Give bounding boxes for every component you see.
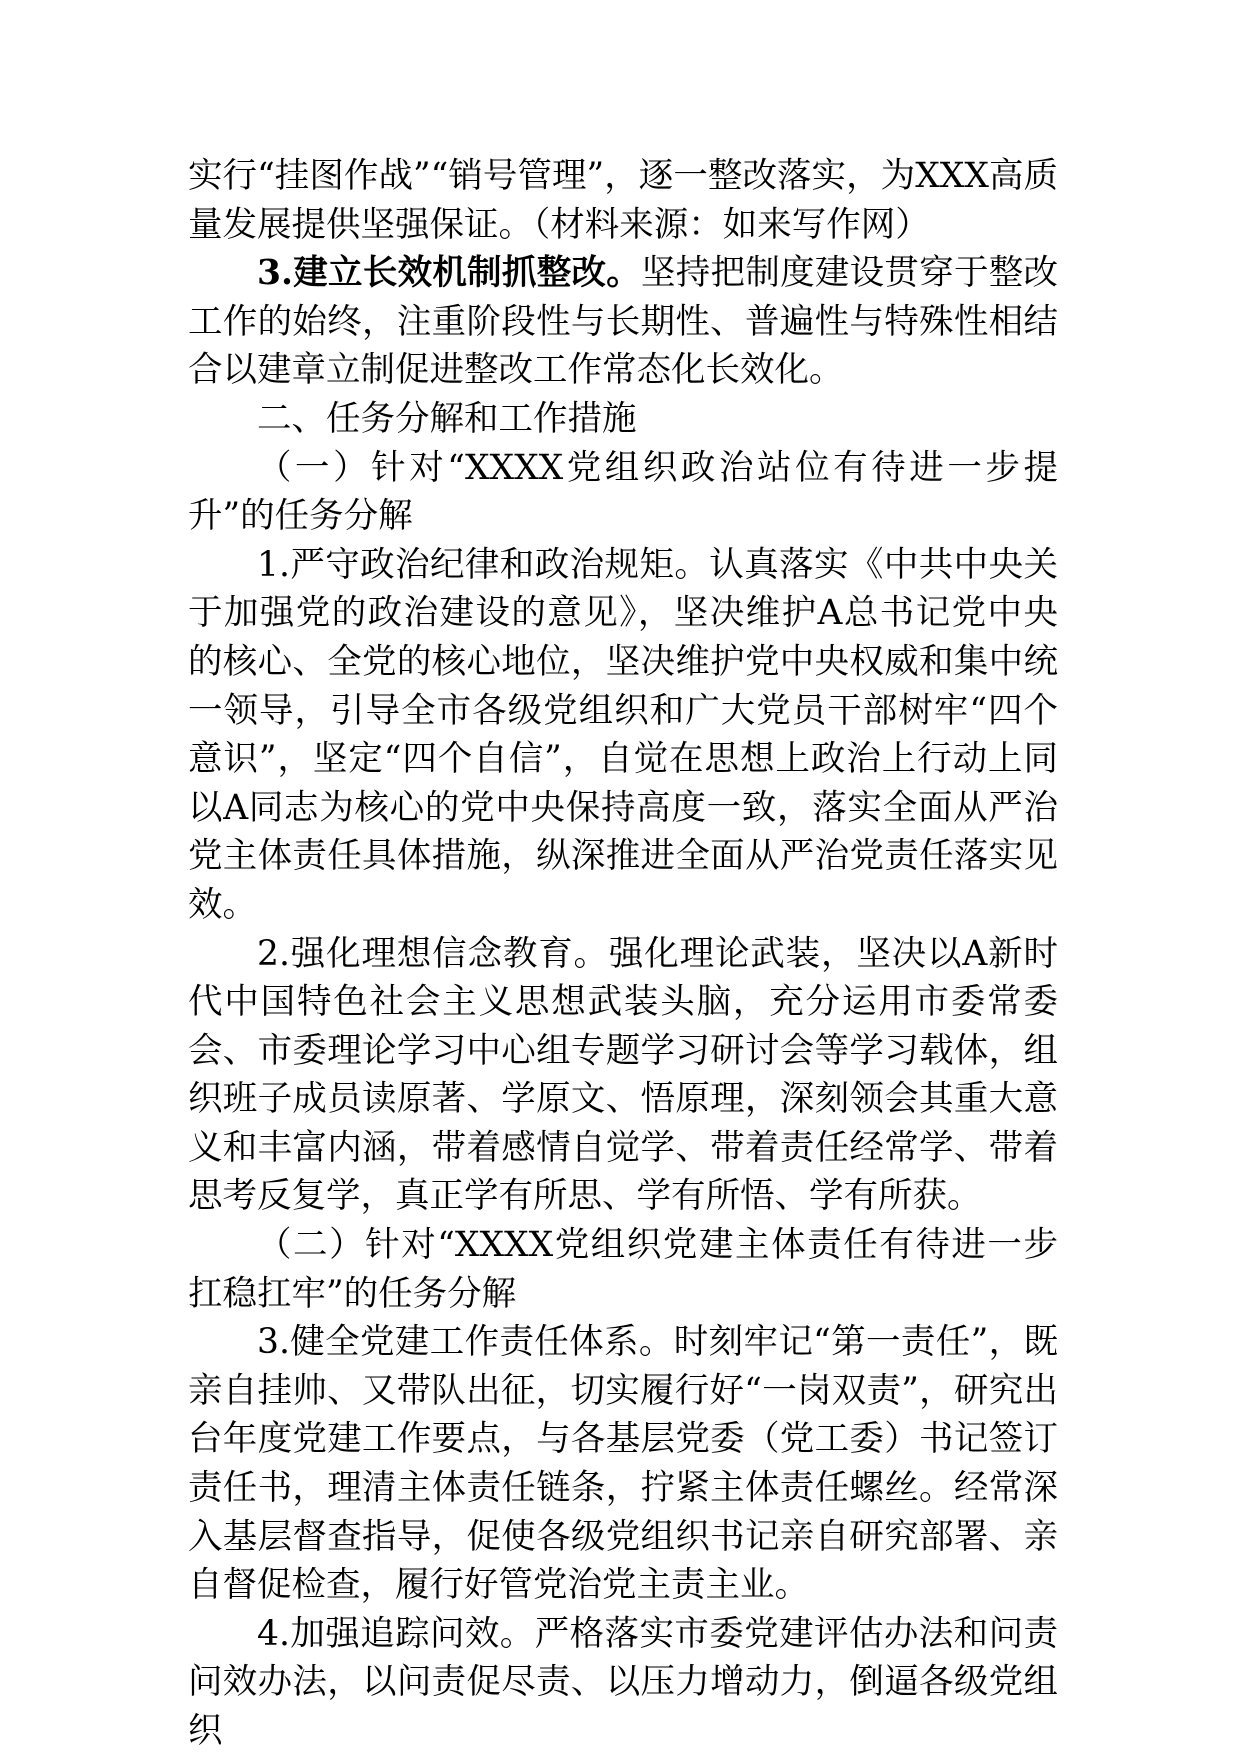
paragraph-2-text: 坚持把制度建设贯穿于整改工作的始终，注重阶段性与长期性、普遍性与特殊性相结合以建章立制促进整改工作常态化长效化。 bbox=[188, 253, 1059, 391]
paragraph-item-2-text: 2.强化理想信念教育。强化理论武装，坚决以A新时代中国特色社会主义思想武装头脑，充分运用市委常委会、市委理论学习中心组专题学习研讨会等学习载体，组织班子成员读原著、学原文、悟原理，深刻领会其重大意义和丰富内涵，带着感情自觉学、带着责任经常学、带着思考反复学，真正学有所思、学有所悟、学有所获。 bbox=[188, 933, 1058, 1217]
subsection-heading-1-text: （一）针对“XXXX党组织政治站位有待进一步提升”的任务分解 bbox=[188, 447, 1058, 537]
subsection-heading-2 bbox=[188, 1221, 1058, 1318]
paragraph-item-1 bbox=[188, 541, 1058, 930]
paragraph-item-2 bbox=[188, 930, 1058, 1222]
paragraph-1-text: 实行“挂图作战”“销号管理”，逐一整改落实，为XXX高质量发展提供坚强保证。（材料来源：如来写作网） bbox=[188, 156, 1058, 245]
paragraph-item-3 bbox=[188, 1318, 1058, 1610]
paragraph-1 bbox=[188, 152, 1058, 249]
paragraph-item-4-text: 4.加强追踪问效。严格落实市委党建评估办法和问责问效办法，以问责促尽责、以压力增动力，倒逼各级党组织 bbox=[188, 1613, 1058, 1751]
section-heading-2 bbox=[188, 395, 1058, 444]
paragraph-item-1-text: 1.严守政治纪律和政治规矩。认真落实《中共中央关于加强党的政治建设的意见》，坚决维护A总书记党中央的核心、全党的核心地位，坚决维护党中央权威和集中统一领导，引导全市各级党组织和广大党员干部树牢“四个意识”，坚定“四个自信”，自觉在思想上政治上行动上同以A同志为核心的党中央保持高度一致，落实全面从严治党主体责任具体措施，纵深推进全面从严治党责任落实见效。 bbox=[188, 544, 1058, 925]
document-body bbox=[188, 152, 1058, 1756]
paragraph-item-3-text: 3.健全党建工作责任体系。时刻牢记“第一责任”，既亲自挂帅、又带队出征，切实履行好“一岗双责”，研究出台年度党建工作要点，与各基层党委（党工委）书记签订责任书，理清主体责任链条，拧紧主体责任螺丝。经常深入基层督查指导，促使各级党组织书记亲自研究部署、亲自督促检查，履行好管党治党主责主业。 bbox=[188, 1322, 1058, 1606]
subsection-heading-2-text: （二）针对“XXXX党组织党建主体责任有待进一步扛稳扛牢”的任务分解 bbox=[188, 1225, 1058, 1314]
subsection-heading-1 bbox=[188, 444, 1058, 541]
section-heading-2-text: 二、任务分解和工作措施 bbox=[257, 398, 637, 439]
paragraph-2-lead: 3.建立长效机制抓整改。 bbox=[257, 253, 642, 294]
paragraph-2 bbox=[188, 249, 1058, 395]
paragraph-item-4 bbox=[188, 1610, 1058, 1756]
